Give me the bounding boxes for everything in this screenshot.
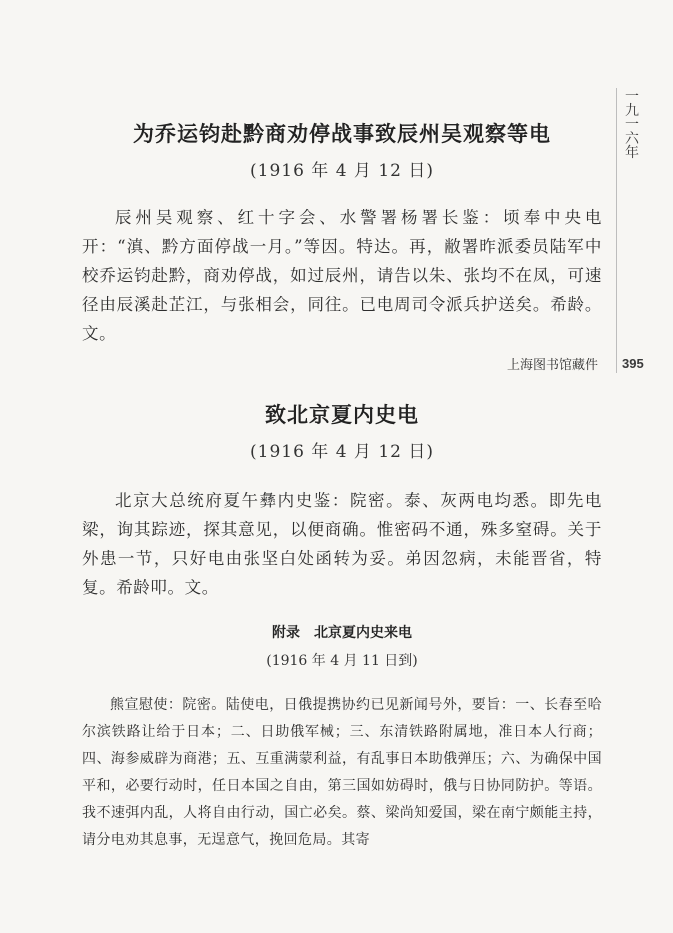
document-telegram-1: [82, 118, 602, 373]
main-text-column: [82, 110, 602, 854]
document-body: 北京大总统府夏午彝内史鉴：院密。泰、灰两电均悉。即先电梁，询其踪迹，探其意见，以便商确。惟密码不通，殊多窒碍。关于外患一节，只好电由张坚白处函转为妥。弟因忽病，未能晋省，特复。希龄叩。文。: [82, 491, 602, 597]
running-year-label: 一九一六年: [625, 89, 639, 161]
appendix-title: 北京夏内史来电: [314, 625, 412, 641]
appendix-label: 附录: [272, 625, 300, 641]
document-date: (1916 年 4 月 12 日): [250, 161, 434, 181]
margin-rule: [616, 88, 617, 373]
source-note: 上海图书馆藏件: [506, 358, 598, 373]
appendix-heading: [82, 622, 602, 642]
document-title: 致北京夏内史电: [265, 403, 419, 427]
document-title: 为乔运钧赴黔商劝停战事致辰州吴观察等电: [133, 122, 551, 146]
document-date: (1916 年 4 月 12 日): [250, 442, 434, 462]
appendix-body: 熊宣慰使：院密。陆使电，日俄提携协约已见新闻号外，要旨：一、长春至哈尔滨铁路让给于日本；二、日助俄军械；三、东清铁路附属地，准日本人行商；四、海参威辟为商港；五、互重满蒙利益，有乱事日本助俄弹压；六、为确保中国平和，必要行动时，任日本国之自由，第三国如妨碍时，俄与日协同防护。等语。我不速弭内乱，人将自由行动，国亡必矣。蔡、梁尚知爱国，梁在南宁颇能主持，请分电劝其息事，无逞意气，挽回危局。其寄: [82, 697, 602, 848]
appendix-date: (1916 年 4 月 11 日到): [266, 653, 418, 669]
appendix-telegram: [82, 622, 602, 854]
page-number: 395: [622, 356, 644, 371]
document-telegram-2: [82, 399, 602, 602]
document-body: 辰州吴观察、红十字会、水警署杨署长鉴：顷奉中央电开：“滇、黔方面停战一月。”等因。特达。再，敝署昨派委员陆军中校乔运钧赴黔，商劝停战，如过辰州，请告以朱、张均不在凤，可速径由辰溪赴芷江，与张相会，同往。已电周司令派兵护送矣。希龄。文。: [82, 208, 602, 343]
